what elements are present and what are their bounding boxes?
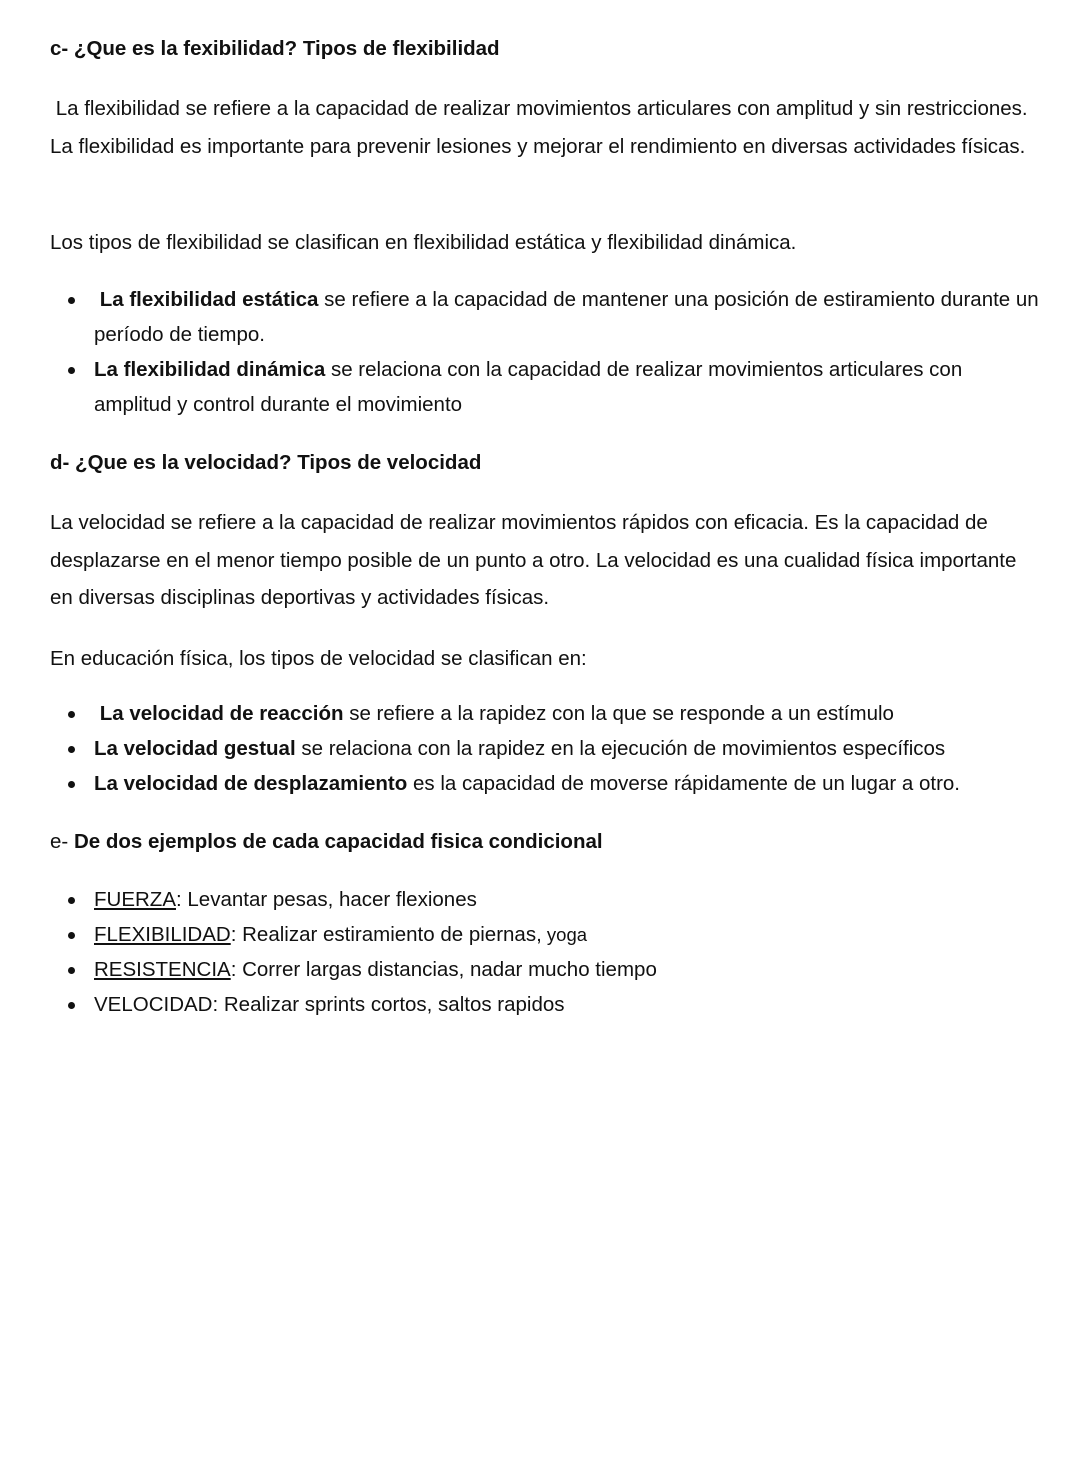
list-item: [50, 282, 1040, 352]
bullet-icon: [68, 781, 75, 788]
list-item-term: RESISTENCIA: [94, 958, 231, 981]
list-item-term: La flexibilidad estática: [94, 288, 319, 311]
list-item-text: : Levantar pesas, hacer flexiones: [176, 888, 477, 911]
section-d-types-intro: En educación física, los tipos de velocidad se clasifican en:: [50, 647, 587, 670]
list-item-term: La flexibilidad dinámica: [94, 358, 326, 381]
section-d-intro: La velocidad se refiere a la capacidad de realizar movimientos rápidos con eficacia. Es la capacidad de desplazarse en el menor tiempo posible de un punto a otro. La velocidad es una cualidad física importante en diversas disciplinas deportivas y actividades físicas.: [50, 511, 1017, 609]
list-item: [50, 917, 1040, 952]
list-item-term: La velocidad de desplazamiento: [94, 772, 408, 795]
list-item-text: : Realizar estiramiento de piernas,: [230, 923, 542, 946]
bullet-icon: [68, 297, 75, 304]
list-item-text: se refiere a la capacidad de mantener una posición de estiramiento durante un período de tiempo.: [94, 288, 1039, 346]
list-item: [50, 731, 1040, 766]
bullet-icon: [68, 967, 75, 974]
list-item-term: La velocidad de reacción: [94, 702, 344, 725]
list-item-text: se refiere a la rapidez con la que se responde a un estímulo: [343, 702, 894, 725]
list-item-term: VELOCIDAD: [94, 993, 213, 1016]
list-item: [50, 766, 1040, 801]
list-item-text: se relaciona con la capacidad de realizar movimientos articulares con amplitud y control durante el movimiento: [94, 358, 963, 416]
bullet-icon: [68, 367, 75, 374]
section-e-heading: [50, 830, 603, 854]
section-d-list: [50, 696, 1040, 801]
list-item: [50, 952, 1040, 987]
list-item-text: : Realizar sprints cortos, saltos rapidos: [212, 993, 565, 1016]
bullet-icon: [68, 1002, 75, 1009]
section-e-list: [50, 882, 1040, 1022]
list-item: [50, 352, 1040, 422]
section-c-intro: La flexibilidad se refiere a la capacidad de realizar movimientos articulares con amplitud y sin restricciones. La flexibilidad es importante para prevenir lesiones y mejorar el rendimiento en diversas actividades físicas.: [50, 97, 1034, 158]
list-item-text: : Correr largas distancias, nadar mucho tiempo: [230, 958, 657, 981]
list-item-extra: yoga: [541, 924, 588, 945]
section-c-heading: c- ¿Que es la fexibilidad? Tipos de flexibilidad: [50, 37, 500, 60]
list-item-text: se relaciona con la rapidez en la ejecución de movimientos específicos: [295, 737, 946, 760]
section-e-heading-prefix: e-: [50, 830, 74, 853]
list-item: [50, 882, 1040, 917]
bullet-icon: [68, 746, 75, 753]
section-d-heading: d- ¿Que es la velocidad? Tipos de velocidad: [50, 451, 482, 474]
bullet-icon: [68, 932, 75, 939]
section-e-heading-text: De dos ejemplos de cada capacidad fisica condicional: [73, 830, 603, 853]
list-item-term: FLEXIBILIDAD: [94, 923, 231, 946]
bullet-icon: [68, 897, 75, 904]
list-item: [50, 696, 1040, 731]
section-c-list: [50, 282, 1040, 422]
list-item-text: es la capacidad de moverse rápidamente de un lugar a otro.: [407, 772, 960, 795]
bullet-icon: [68, 711, 75, 718]
list-item-term: La velocidad gestual: [94, 737, 296, 760]
list-item: [50, 987, 1040, 1022]
list-item-term: FUERZA: [94, 888, 176, 911]
section-c-types-intro: Los tipos de flexibilidad se clasifican en flexibilidad estática y flexibilidad dinámica.: [50, 231, 797, 254]
